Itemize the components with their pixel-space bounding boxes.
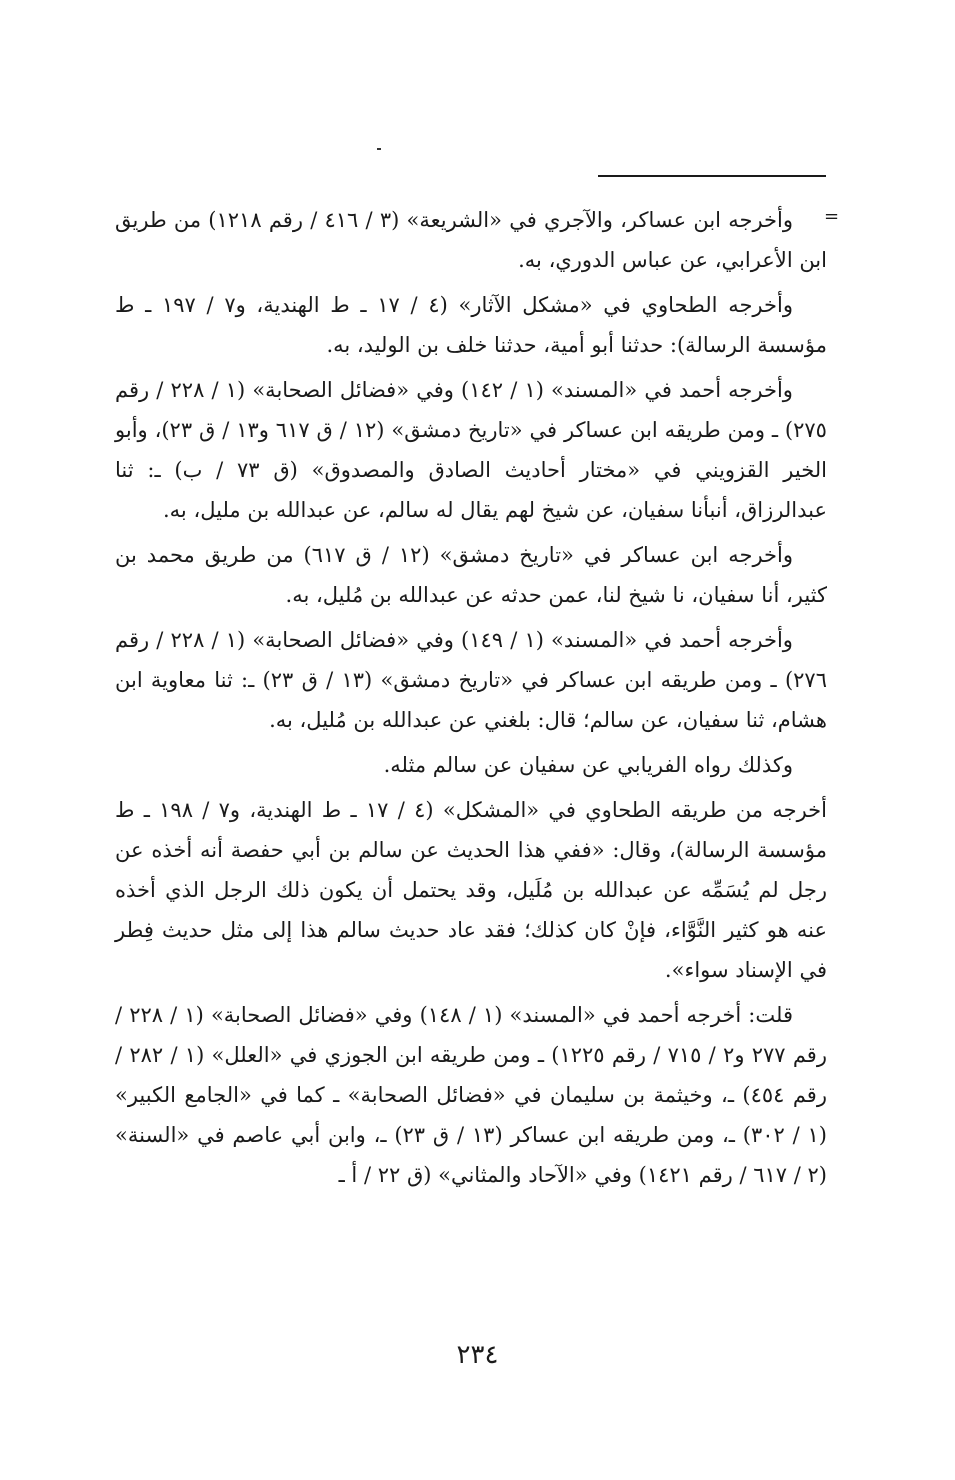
footnote-paragraph-8: قلت: أخرجه أحمد في «المسند» (١ / ١٤٨) وفي «فضائل الصحابة» (١ / ٢٢٨ / رقم ٢٧٧ و٢ / ٧١٥ / رقم ١٢٢٥) ـ ومن طريقه ابن الجوزي في «العلل» (١ / ٢٨٢ / رقم ٤٥٤) ـ، وخيثمة بن سليمان في «فضائل الصحابة» ـ كما في «الجامع الكبير» (١ / ٣٠٢) ـ، ومن طريقه ابن عساكر (١٣ / ق ٢٣) ـ، وابن أبي عاصم في «السنة» (٢ / ٦١٧ / رقم ١٤٢١) وفي «الآحاد والمثاني» (ق ٢٢ / أ ـ — [115, 1003, 827, 1187]
footnote-paragraph-7: أخرجه من طريقه الطحاوي في «المشكل» (٤ / ١٧ ـ ط الهندية، و٧ / ١٩٨ ـ ط مؤسسة الرسالة)، وقال: «ففي هذا الحديث عن سالم بن أبي حفصة أنه أخذه عن رجل لم يُسَمِّه عن عبدالله بن مُلَيل، وقد يحتمل أن يكون ذلك الرجل الذي أخذه عنه هو كثير النَّوَّاء، فإنْ كان كذلك؛ فقد عاد حديث سالم هذا إلى مثل حديث فِطر في الإسناد سواء». — [115, 798, 827, 982]
footnote-paragraph-6: وكذلك رواه الفريابي عن سفيان عن سالم مثله. — [383, 753, 793, 777]
page-number: ٢٣٤ — [456, 1340, 499, 1370]
footnote-paragraph-4: وأخرجه ابن عساكر في «تاريخ دمشق» (١٢ / ق ٦١٧) من طريق محمد بن كثير، أنا سفيان، نا شيخ لنا، عمن حدثه عن عبدالله بن مُليل، به. — [115, 543, 827, 607]
footnote-paragraph-2: وأخرجه الطحاوي في «مشكل الآثار» (٤ / ١٧ ـ ط الهندية، و٧ / ١٩٧ ـ ط مؤسسة الرسالة): حدثنا أبو أمية، حدثنا خلف بن الوليد، به. — [115, 293, 827, 357]
footnote-paragraph-5: وأخرجه أحمد في «المسند» (١ / ١٤٩) وفي «فضائل الصحابة» (١ / ٢٢٨ / رقم ٢٧٦) ـ ومن طريقه ابن عساكر في «تاريخ دمشق» (١٣ / ق ٢٣) ـ: ثنا معاوية ابن هشام، ثنا سفيان، عن سالم؛ قال: بلغني عن عبدالله بن مُليل، به. — [115, 628, 827, 732]
footnote-text — [115, 200, 827, 1200]
footnote-paragraph-3: وأخرجه أحمد في «المسند» (١ / ١٤٢) وفي «فضائل الصحابة» (١ / ٢٢٨ / رقم ٢٧٥) ـ ومن طريقه ابن عساكر في «تاريخ دمشق» (١٢ / ق ٦١٧ و١٣ / ق ٢٣)، وأبو الخير القزويني في «مختار أحاديث الصادق والمصدوق» (ق ٧٣ / ب) ـ: ثنا عبدالرزاق، أنبأنا سفيان، عن شيخ لهم يقال له سالم، عن عبدالله بن مليل، به. — [115, 378, 827, 522]
footnote-paragraph-1: وأخرجه ابن عساكر، والآجري في «الشريعة» (٣ / ٤١٦ / رقم ١٢١٨) من طريق ابن الأعرابي، عن عباس الدوري، به. — [115, 208, 827, 272]
footnote-continuation-mark: = — [824, 206, 840, 227]
stray-dot — [377, 148, 381, 150]
footnote-separator-rule — [598, 175, 826, 177]
